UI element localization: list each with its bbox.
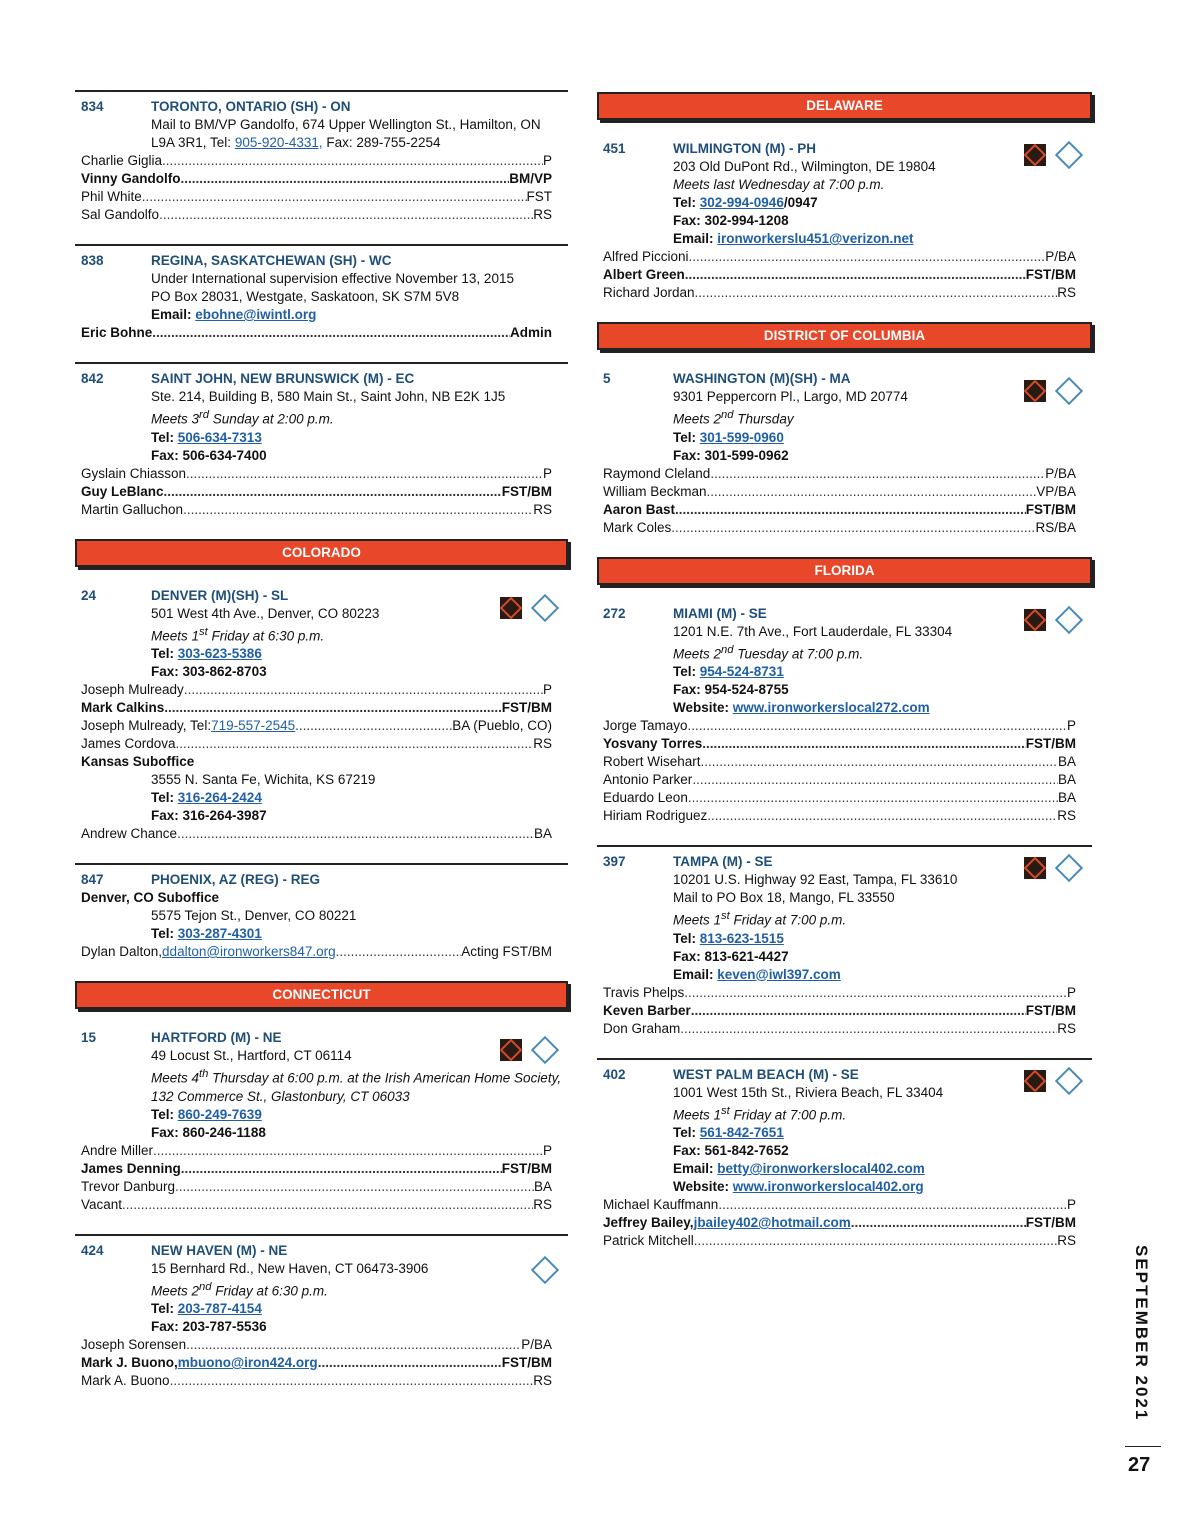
email-link[interactable]: betty@ironworkerslocal402.com	[717, 1161, 925, 1176]
address: 501 West 4th Ave., Denver, CO 80223	[151, 605, 380, 621]
officer-row: Keven Barber ..... FST/BM	[603, 1002, 1076, 1020]
tel-line: Tel: 302-994-0946/0947	[673, 195, 818, 210]
officer-row: Jorge Tamayo ..... P	[603, 717, 1076, 735]
affiliation-icons	[1024, 144, 1082, 166]
local-name: REGINA, SASKATCHEWAN (SH) - WC	[151, 253, 392, 268]
officer-row: Richard Jordan ..... RS	[603, 284, 1076, 302]
tel-link[interactable]: 301-599-0960	[699, 429, 784, 445]
officer-row: James Denning ..... FST/BM	[81, 1160, 552, 1178]
local-5	[597, 364, 1092, 551]
issue-date: SEPTEMBER 2021	[1132, 1245, 1151, 1422]
fax-line: Fax: 301-599-0962	[673, 447, 789, 463]
tel-link[interactable]: 316-264-2424	[177, 790, 262, 805]
fax-line: Fax: 561-842-7652	[673, 1143, 789, 1158]
email-line: Email: keven@iwl397.com	[673, 966, 841, 982]
local-number: 272	[603, 605, 626, 621]
page-number-rule	[1125, 1446, 1161, 1447]
website-link[interactable]: www.ironworkerslocal272.com	[732, 700, 930, 715]
officer-row: Joseph Mulready ..... P	[81, 681, 552, 699]
officer-row: William Beckman ..... VP/BA	[603, 483, 1076, 501]
state-header-delaware: DELAWARE	[597, 92, 1092, 120]
union-seal-icon	[531, 593, 559, 621]
local-name: WASHINGTON (M)(SH) - MA	[673, 371, 851, 386]
affiliation-icons	[500, 597, 558, 619]
local-number: 834	[81, 99, 104, 114]
iacp-logo-icon	[1024, 857, 1046, 879]
local-name: WEST PALM BEACH (M) - SE	[673, 1066, 859, 1082]
union-seal-icon	[1055, 854, 1083, 882]
tel-line: Tel: 954-524-8731	[673, 664, 784, 679]
local-838	[75, 244, 568, 356]
meeting-info: Meets 1st Friday at 7:00 p.m.	[673, 1104, 847, 1122]
suboffice-title: Kansas Suboffice	[81, 754, 195, 769]
affiliation-icons	[532, 1260, 558, 1280]
local-24	[75, 581, 568, 858]
union-seal-icon	[531, 1255, 559, 1283]
address: 1001 West 15th St., Riviera Beach, FL 33404	[673, 1084, 944, 1100]
fax-line: Fax: 813-621-4427	[673, 948, 789, 964]
officer-row: Andrew Chance ..... BA	[81, 825, 552, 843]
officer-row: Martin Galluchon ..... RS	[81, 501, 552, 519]
tel-line: Tel: 303-287-4301	[151, 926, 262, 941]
iacp-logo-icon	[1024, 380, 1046, 402]
tel-line: Tel: 301-599-0960	[673, 429, 784, 445]
tel-line: Tel: 813-623-1515	[673, 930, 784, 946]
officer-row: Vinny Gandolfo ..... BM/VP	[81, 170, 552, 188]
tel-line: Tel: 506-634-7313	[151, 429, 262, 445]
tel-link[interactable]: 302-994-0946	[699, 195, 784, 210]
meeting-info: Meets 2nd Thursday	[673, 409, 794, 427]
affiliation-icons	[1024, 857, 1082, 879]
union-seal-icon	[1055, 141, 1083, 169]
state-header-florida: FLORIDA	[597, 557, 1092, 585]
officer-row: Joseph Sorensen ..... P/BA	[81, 1336, 552, 1354]
officer-row: Guy LeBlanc ..... FST/BM	[81, 483, 552, 501]
officer-row: Jeffrey Bailey, jbailey402@hotmail.com ..... FST/BM	[603, 1214, 1076, 1232]
tel-link[interactable]: 303-287-4301	[177, 926, 262, 941]
address: Ste. 214, Building B, 580 Main St., Saint John, NB E2K 1J5	[151, 389, 506, 404]
email-line: Email: ebohne@iwintl.org	[151, 307, 317, 322]
fax-line: Fax: 302-994-1208	[673, 213, 789, 228]
local-name: HARTFORD (M) - NE	[151, 1030, 282, 1045]
officer-row: Andre Miller ..... P	[81, 1142, 552, 1160]
tel-link[interactable]: 303-623-5386	[177, 646, 262, 661]
website-line: Website: www.ironworkerslocal272.com	[673, 700, 930, 715]
officer-row: Travis Phelps ..... P	[603, 984, 1076, 1002]
officer-row: Mark A. Buono ..... RS	[81, 1372, 552, 1390]
officer-row: Aaron Bast ..... FST/BM	[603, 501, 1076, 519]
officer-row: Mark J. Buono, mbuono@iron424.org ..... FST/BM	[81, 1354, 552, 1372]
local-name: WILMINGTON (M) - PH	[673, 141, 816, 156]
iacp-logo-icon	[1024, 1070, 1046, 1092]
officer-row: Gyslain Chiasson ..... P	[81, 465, 552, 483]
meeting-info: Meets 4th Thursday at 6:00 p.m. at the Irish American Home Society,	[151, 1068, 562, 1086]
fax-line: Fax: 303-862-8703	[151, 664, 267, 679]
officer-row: Eduardo Leon ..... BA	[603, 789, 1076, 807]
officer-row: Antonio Parker ..... BA	[603, 771, 1076, 789]
meeting-info: Meets 3rd Sunday at 2:00 p.m.	[151, 409, 334, 427]
officer-row: Phil White ..... FST	[81, 188, 552, 206]
meeting-info: Meets 1st Friday at 6:30 p.m.	[151, 625, 325, 643]
officer-row: Albert Green ..... FST/BM	[603, 266, 1076, 284]
local-number: 402	[603, 1066, 626, 1082]
officer-row: Charlie Giglia ..... P	[81, 152, 552, 170]
address: PO Box 28031, Westgate, Saskatoon, SK S7M 5V8	[151, 289, 460, 304]
local-number: 24	[81, 587, 97, 603]
officer-row: Dylan Dalton, ddalton@ironworkers847.org ..... Acting FST/BM	[81, 943, 552, 961]
local-number: 397	[603, 854, 626, 869]
local-number: 424	[81, 1242, 104, 1258]
suboffice-title: Denver, CO Suboffice	[81, 890, 220, 905]
local-number: 847	[81, 872, 104, 887]
state-header-colorado: COLORADO	[75, 539, 568, 567]
officer-row: Vacant ..... RS	[81, 1196, 552, 1214]
email-link[interactable]: ebohne@iwintl.org	[195, 307, 317, 322]
local-name: TAMPA (M) - SE	[673, 854, 773, 869]
local-name: MIAMI (M) - SE	[673, 605, 767, 621]
fax-line: Fax: 316-264-3987	[151, 808, 267, 823]
local-402	[597, 1058, 1092, 1265]
officer-row: Robert Wisehart ..... BA	[603, 753, 1076, 771]
officer-row: Mark Calkins ..... FST/BM	[81, 699, 552, 717]
fax-line: Fax: 203-787-5536	[151, 1319, 267, 1334]
local-name: NEW HAVEN (M) - NE	[151, 1242, 288, 1258]
union-seal-icon	[1055, 377, 1083, 405]
tel-link[interactable]: 905-920-4331,	[234, 135, 323, 150]
iacp-logo-icon	[1024, 144, 1046, 166]
local-834	[75, 90, 568, 238]
tel-line: Tel: 316-264-2424	[151, 790, 262, 805]
address-tel-fax: L9A 3R1, Tel: 905-920-4331, Fax: 289-755-2254	[151, 135, 441, 150]
left-column	[75, 90, 568, 1410]
tel-line: Tel: 860-249-7639	[151, 1106, 262, 1122]
union-seal-icon	[1055, 605, 1083, 633]
address: 3555 N. Santa Fe, Wichita, KS 67219	[151, 772, 376, 787]
address: 5575 Tejon St., Denver, CO 80221	[151, 908, 357, 923]
local-name: PHOENIX, AZ (REG) - REG	[151, 872, 321, 887]
email-link[interactable]: mbuono@iron424.org	[177, 1355, 318, 1370]
address: 10201 U.S. Highway 92 East, Tampa, FL 33610	[673, 872, 958, 887]
local-15	[75, 1023, 568, 1228]
address: Mail to PO Box 18, Mango, FL 33550	[673, 890, 895, 905]
tel-link[interactable]: 954-524-8731	[699, 664, 784, 679]
officer-row: Joseph Mulready, Tel: 719-557-2545 ..... BA (Pueblo, CO)	[81, 717, 552, 735]
meeting-info: Meets 1st Friday at 7:00 p.m.	[673, 910, 847, 928]
iacp-logo-icon	[500, 597, 522, 619]
local-451	[597, 134, 1092, 316]
union-seal-icon	[531, 1036, 559, 1064]
email-link[interactable]: jbailey402@hotmail.com	[693, 1215, 851, 1230]
local-272	[597, 599, 1092, 840]
address: 9301 Peppercorn Pl., Largo, MD 20774	[673, 389, 908, 404]
tel-line: Tel: 303-623-5386	[151, 646, 262, 661]
tel-link[interactable]: 813-623-1515	[699, 930, 784, 946]
officer-row: Patrick Mitchell ..... RS	[603, 1232, 1076, 1250]
address: 49 Locust St., Hartford, CT 06114	[151, 1048, 352, 1063]
meeting-info: Meets 2nd Tuesday at 7:00 p.m.	[673, 643, 864, 661]
officer-row: Michael Kauffmann ..... P	[603, 1196, 1076, 1214]
website-line: Website: www.ironworkerslocal402.org	[673, 1179, 924, 1194]
fax-line: Fax: 860-246-1188	[151, 1124, 266, 1140]
tel-line: Tel: 203-787-4154	[151, 1301, 262, 1316]
tel-link[interactable]: 203-787-4154	[177, 1301, 262, 1316]
meeting-info: Meets last Wednesday at 7:00 p.m.	[673, 177, 885, 192]
local-number: 5	[603, 371, 611, 386]
fax-line: Fax: 506-634-7400	[151, 447, 267, 463]
union-seal-icon	[1055, 1066, 1083, 1094]
email-line: Email: ironworkerslu451@verizon.net	[673, 231, 914, 246]
officer-row: Hiriam Rodriguez ..... RS	[603, 807, 1076, 825]
state-header-connecticut: CONNECTICUT	[75, 981, 568, 1009]
tel-line: Tel: 561-842-7651	[673, 1125, 784, 1140]
right-column	[597, 92, 1092, 1270]
email-line: Email: betty@ironworkerslocal402.com	[673, 1161, 925, 1176]
officer-row: Don Graham ..... RS	[603, 1020, 1076, 1038]
tel-link[interactable]: 506-634-7313	[177, 429, 262, 445]
local-number: 838	[81, 253, 104, 268]
affiliation-icons	[1024, 380, 1082, 402]
address: Under International supervision effective November 13, 2015	[151, 271, 514, 286]
local-name: SAINT JOHN, NEW BRUNSWICK (M) - EC	[151, 371, 415, 386]
affiliation-icons	[1024, 1070, 1082, 1092]
tel-link[interactable]: 860-249-7639	[177, 1106, 262, 1122]
local-name: DENVER (M)(SH) - SL	[151, 587, 289, 603]
tel-link[interactable]: 719-557-2545	[211, 718, 296, 733]
officer-row: Raymond Cleland ..... P/BA	[603, 465, 1076, 483]
meeting-info: 132 Commerce St., Glastonbury, CT 06033	[151, 1088, 410, 1104]
officer-row: Eric Bohne ..... Admin	[81, 324, 552, 342]
local-847	[75, 863, 568, 975]
address: Mail to BM/VP Gandolfo, 674 Upper Wellington St., Hamilton, ON	[151, 117, 541, 132]
email-link[interactable]: ddalton@ironworkers847.org	[162, 944, 336, 959]
address: 1201 N.E. 7th Ave., Fort Lauderdale, FL 33304	[673, 623, 953, 639]
local-397	[597, 845, 1092, 1052]
officer-row: Mark Coles ..... RS/BA	[603, 519, 1076, 537]
tel-link[interactable]: 561-842-7651	[699, 1125, 784, 1140]
local-number: 15	[81, 1030, 97, 1045]
local-424	[75, 1234, 568, 1405]
local-name: TORONTO, ONTARIO (SH) - ON	[151, 99, 351, 114]
affiliation-icons	[1024, 609, 1082, 631]
website-link[interactable]: www.ironworkerslocal402.org	[732, 1179, 924, 1194]
officer-row: James Cordova ..... RS	[81, 735, 552, 753]
local-number: 842	[81, 371, 104, 386]
affiliation-icons	[500, 1039, 558, 1061]
officer-row: Yosvany Torres ..... FST/BM	[603, 735, 1076, 753]
meeting-info: Meets 2nd Friday at 6:30 p.m.	[151, 1280, 328, 1298]
officer-row: Trevor Danburg ..... BA	[81, 1178, 552, 1196]
officer-row: Alfred Piccioni ..... P/BA	[603, 248, 1076, 266]
iacp-logo-icon	[500, 1039, 522, 1061]
state-header-dc: DISTRICT OF COLUMBIA	[597, 322, 1092, 350]
page-number: 27	[1128, 1454, 1151, 1476]
address: 203 Old DuPont Rd., Wilmington, DE 19804	[673, 159, 936, 174]
fax-line: Fax: 954-524-8755	[673, 682, 789, 697]
address: 15 Bernhard Rd., New Haven, CT 06473-3906	[151, 1260, 429, 1276]
local-number: 451	[603, 141, 626, 156]
iacp-logo-icon	[1024, 609, 1046, 631]
officer-row: Sal Gandolfo ..... RS	[81, 206, 552, 224]
local-842	[75, 362, 568, 533]
email-link[interactable]: keven@iwl397.com	[717, 966, 841, 982]
email-link[interactable]: ironworkerslu451@verizon.net	[717, 231, 914, 246]
